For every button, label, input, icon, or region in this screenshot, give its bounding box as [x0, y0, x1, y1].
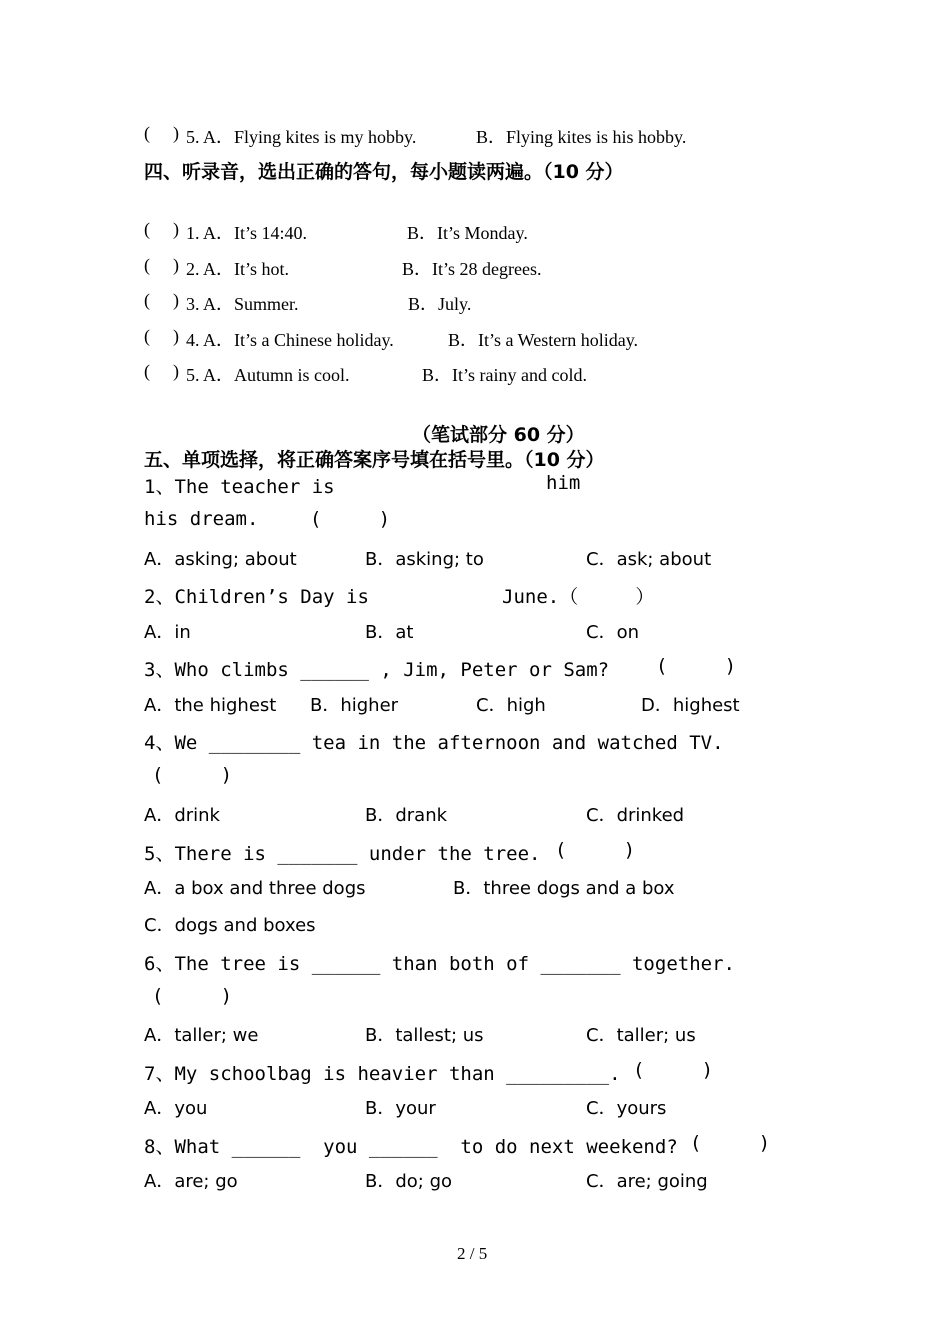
option-a: A．taller; we [144, 1025, 259, 1046]
answer-paren-close: ) [173, 123, 179, 143]
option-a: 3. A．Summer. [186, 294, 299, 314]
page-number: 2 / 5 [457, 1244, 488, 1263]
option-a: A．drink [144, 805, 220, 826]
option-b: B．at [365, 622, 414, 643]
option-b: B．do; go [365, 1171, 453, 1192]
option-c: C．are; going [586, 1171, 708, 1192]
option-b: B．July. [408, 294, 472, 314]
answer-paren[interactable]: ( ) [555, 839, 636, 861]
option-a: A．asking; about [144, 549, 297, 570]
option-d: D．highest [641, 695, 740, 716]
option-b: B．It’s Monday. [407, 223, 528, 243]
question-text: 2、Children’s Day is [144, 586, 369, 608]
answer-paren[interactable]: ( ) [656, 655, 737, 677]
answer-paren-close: ) [173, 290, 179, 310]
option-a: 4. A．It’s a Chinese holiday. [186, 330, 394, 350]
question-text-line2: his dream. [144, 508, 259, 530]
option-c: C．yours [586, 1098, 667, 1119]
option-c: C．high [476, 695, 546, 716]
option-a: 5. A．Flying kites is my hobby. [186, 127, 417, 147]
answer-paren[interactable]: ( ) [633, 1059, 714, 1081]
option-b: B．It’s 28 degrees. [402, 259, 542, 279]
answer-paren[interactable]: ( ) [152, 764, 233, 786]
option-a: A．in [144, 622, 191, 643]
question-text: 7、My schoolbag is heavier than _________. [144, 1063, 621, 1085]
question-text: 6、The tree is ______ than both of _______ together. [144, 953, 735, 975]
answer-paren-open[interactable]: ( [144, 219, 150, 239]
answer-paren-open[interactable]: ( [144, 290, 150, 310]
section5-title: 五、单项选择，将正确答案序号填在括号里。（10 分） [144, 449, 605, 471]
question-text: 3、Who climbs ______ , Jim, Peter or Sam? [144, 659, 610, 681]
option-a: 2. A．It’s hot. [186, 259, 290, 279]
option-b: B．three dogs and a box [453, 878, 675, 899]
answer-paren-close: ) [173, 219, 179, 239]
option-a: A．a box and three dogs [144, 878, 366, 899]
option-b: B．It’s a Western holiday. [448, 330, 639, 350]
answer-paren-close: ) [173, 255, 179, 275]
option-c: C．taller; us [586, 1025, 696, 1046]
option-c: C．ask; about [586, 549, 712, 570]
option-b: B．tallest; us [365, 1025, 484, 1046]
answer-paren[interactable]: ( ) [310, 508, 391, 530]
option-b: B．your [365, 1098, 436, 1119]
option-a: A．are; go [144, 1171, 238, 1192]
option-a: 5. A．Autumn is cool. [186, 365, 350, 385]
answer-paren[interactable]: ( ) [690, 1132, 771, 1154]
option-a: 1. A．It’s 14:40. [186, 223, 308, 243]
question-text: 8、What ______ you ______ to do next weekend? [144, 1136, 678, 1158]
option-b: B．Flying kites is his hobby. [476, 127, 687, 147]
option-b: B．asking; to [365, 549, 484, 570]
question-text-right: him [546, 472, 581, 494]
answer-paren-close: ) [173, 361, 179, 381]
option-b: B．It’s rainy and cold. [422, 365, 587, 385]
question-text: 1、The teacher is [144, 476, 335, 498]
option-c: C．on [586, 622, 639, 643]
question-text: 4、We ________ tea in the afternoon and watched TV. [144, 732, 724, 754]
written-part-heading: （笔试部分 60 分） [412, 424, 585, 446]
answer-paren-open[interactable]: ( [144, 123, 150, 143]
answer-paren-close: ) [173, 326, 179, 346]
option-b: B．drank [365, 805, 448, 826]
section4-title: 四、听录音，选出正确的答句，每小题读两遍。（10 分） [144, 161, 624, 183]
option-c: C．drinked [586, 805, 685, 826]
option-b: B．higher [310, 695, 399, 716]
option-a: A．you [144, 1098, 208, 1119]
answer-paren-open[interactable]: ( [144, 361, 150, 381]
question-text: 5、There is _______ under the tree. [144, 843, 541, 865]
option-a: A．the highest [144, 695, 277, 716]
answer-paren-open[interactable]: ( [144, 255, 150, 275]
question-text-right[interactable]: June.（ ） [502, 586, 655, 608]
answer-paren[interactable]: ( ) [152, 985, 233, 1007]
answer-paren-open[interactable]: ( [144, 326, 150, 346]
option-c: C．dogs and boxes [144, 915, 316, 936]
